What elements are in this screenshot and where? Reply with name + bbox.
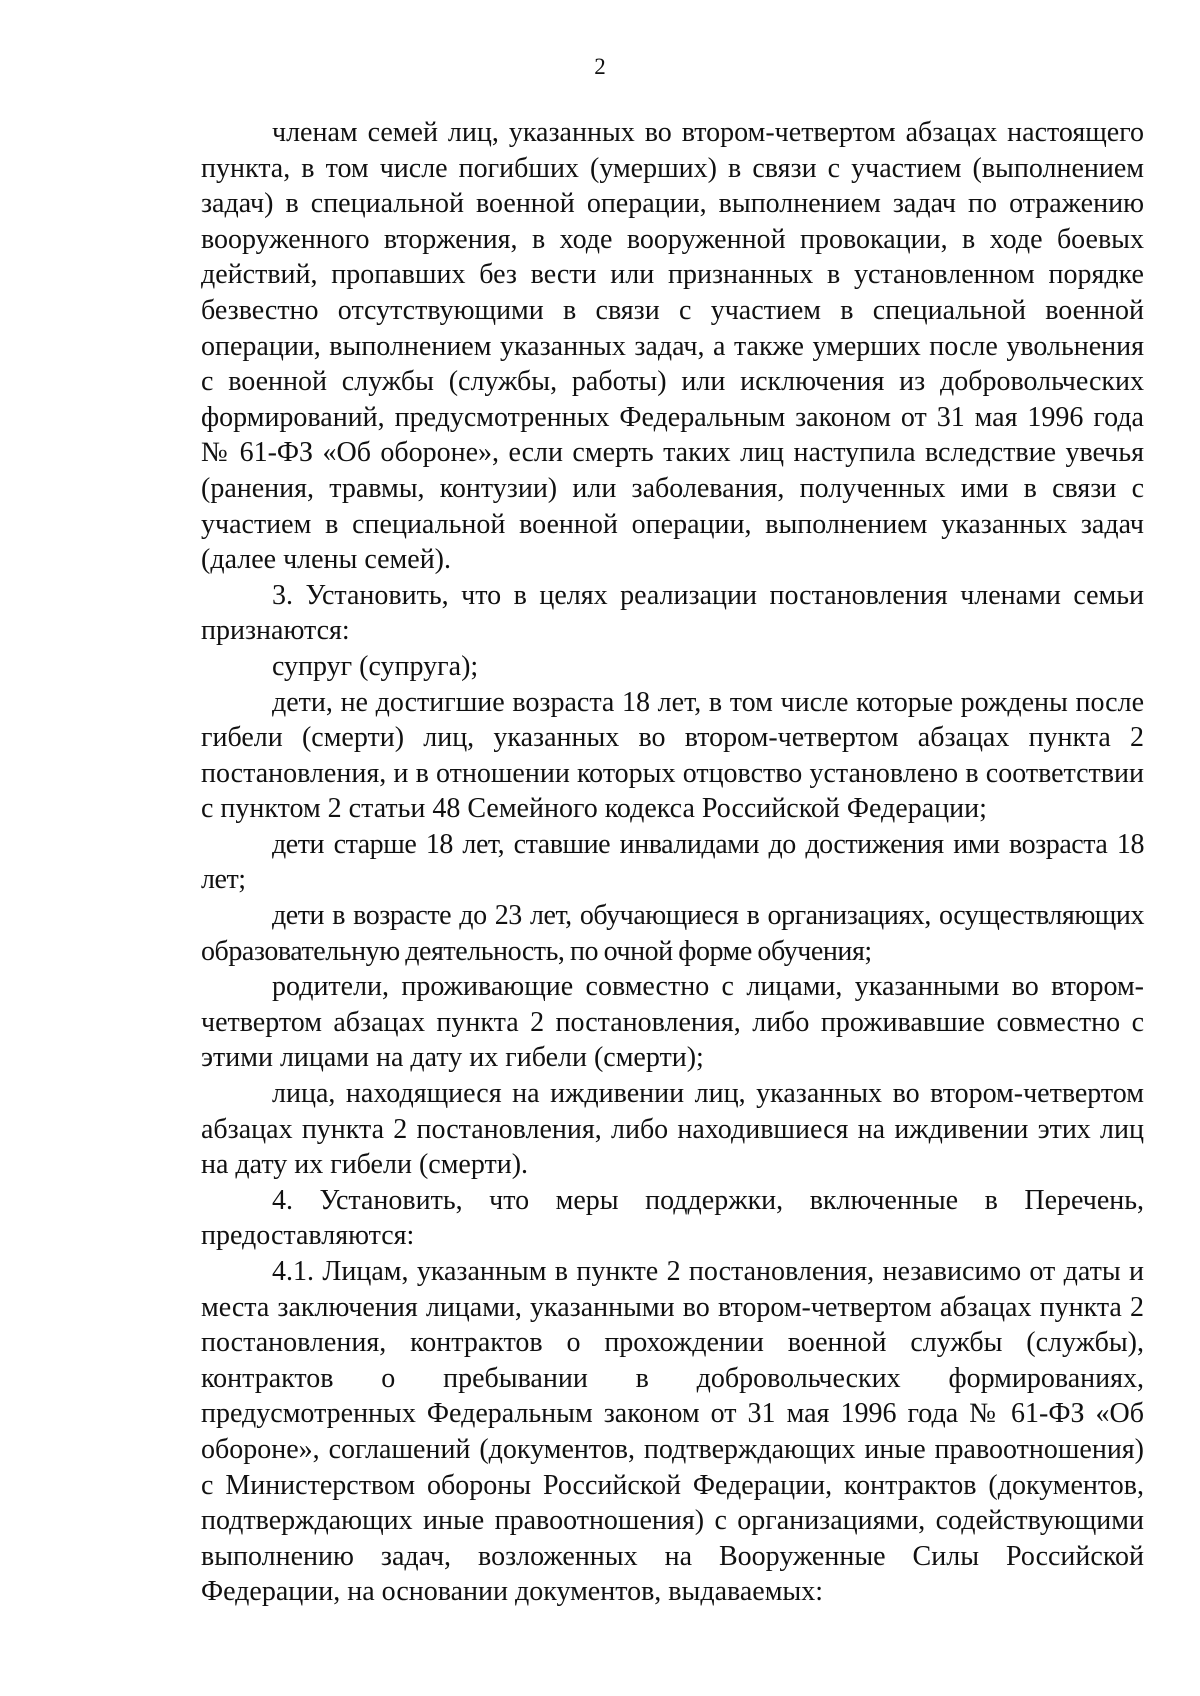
paragraph-family-members-definition: членам семей лиц, указанных во втором-четвертом абзацах настоящего пункта, в том числе погибших (умерших) в связи с участием (выполнением задач) в специальной военной операции, выполнением задач по отражению вооруженного вторжения, в ходе вооруженной провокации, в ходе боевых действий, пропавших без вести или признанных в установленном порядке безвестно отсутствующими в связи с участием в специальной военной операции, выполнением указанных задач, а также умерших после увольнения с военной службы (службы, работы) или исключения из добровольческих формирований, предусмотренных Федеральным законом от 31 мая 1996 года № 61-ФЗ «Об обороне», если смерть таких лиц наступила вследствие увечья (ранения, травмы, контузии) или заболевания, полученных ими в связи с участием в специальной военной операции, выполнением указанных задач (далее члены семей). bbox=[201, 117, 1144, 576]
paragraph-parents: родители, проживающие совместно с лицами, указанными во втором-четвертом абзацах пункта 2 постановления, либо проживавшие совместно с этими лицами на дату их гибели (смерти); bbox=[201, 971, 1144, 1074]
paragraph-children-students: дети в возрасте до 23 лет, обучающиеся в организациях, осуществляющих образовательную деятельность, по очной форме обучения; bbox=[201, 900, 1144, 967]
paragraph-dependents: лица, находящиеся на иждивении лиц, указанных во втором-четвертом абзацах пункта 2 постановления, либо находившиеся на иждивении этих лиц на дату их гибели (смерти). bbox=[201, 1078, 1144, 1181]
paragraph-spouse: супруг (супруга); bbox=[272, 650, 479, 682]
paragraph-item-3: 3. Установить, что в целях реализации постановления членами семьи признаются: bbox=[201, 579, 1144, 647]
paragraph-children-disabled: дети старше 18 лет, ставшие инвалидами до достижения ими возраста 18 лет; bbox=[201, 828, 1144, 896]
paragraph-item-4: 4. Установить, что меры поддержки, включенные в Перечень, предоставляются: bbox=[201, 1184, 1144, 1252]
document-body bbox=[201, 115, 1144, 1610]
page-number: 2 bbox=[594, 54, 606, 79]
paragraph-item-4-1: 4.1. Лицам, указанным в пункте 2 постановления, независимо от даты и места заключения лицами, указанными во втором-четвертом абзацах пункта 2 постановления, контрактов о прохождении военной службы (службы), контрактов о пребывании в добровольческих формированиях, предусмотренных Федеральным законом от 31 мая 1996 года № 61-ФЗ «Об обороне», соглашений (документов, подтверждающих иные правоотношения) с Министерством обороны Российской Федерации, контрактов (документов, подтверждающих иные правоотношения) с организациями, содействующими выполнению задач, возложенных на Вооруженные Силы Российской Федерации, на основании документов, выдаваемых: bbox=[201, 1256, 1144, 1608]
paragraph-children-under-18: дети, не достигшие возраста 18 лет, в том числе которые рождены после гибели (смерти) лиц, указанных во втором-четвертом абзацах пункта 2 постановления, и в отношении которых отцовство установлено в соответствии с пунктом 2 статьи 48 Семейного кодекса Российской Федерации; bbox=[201, 686, 1144, 825]
